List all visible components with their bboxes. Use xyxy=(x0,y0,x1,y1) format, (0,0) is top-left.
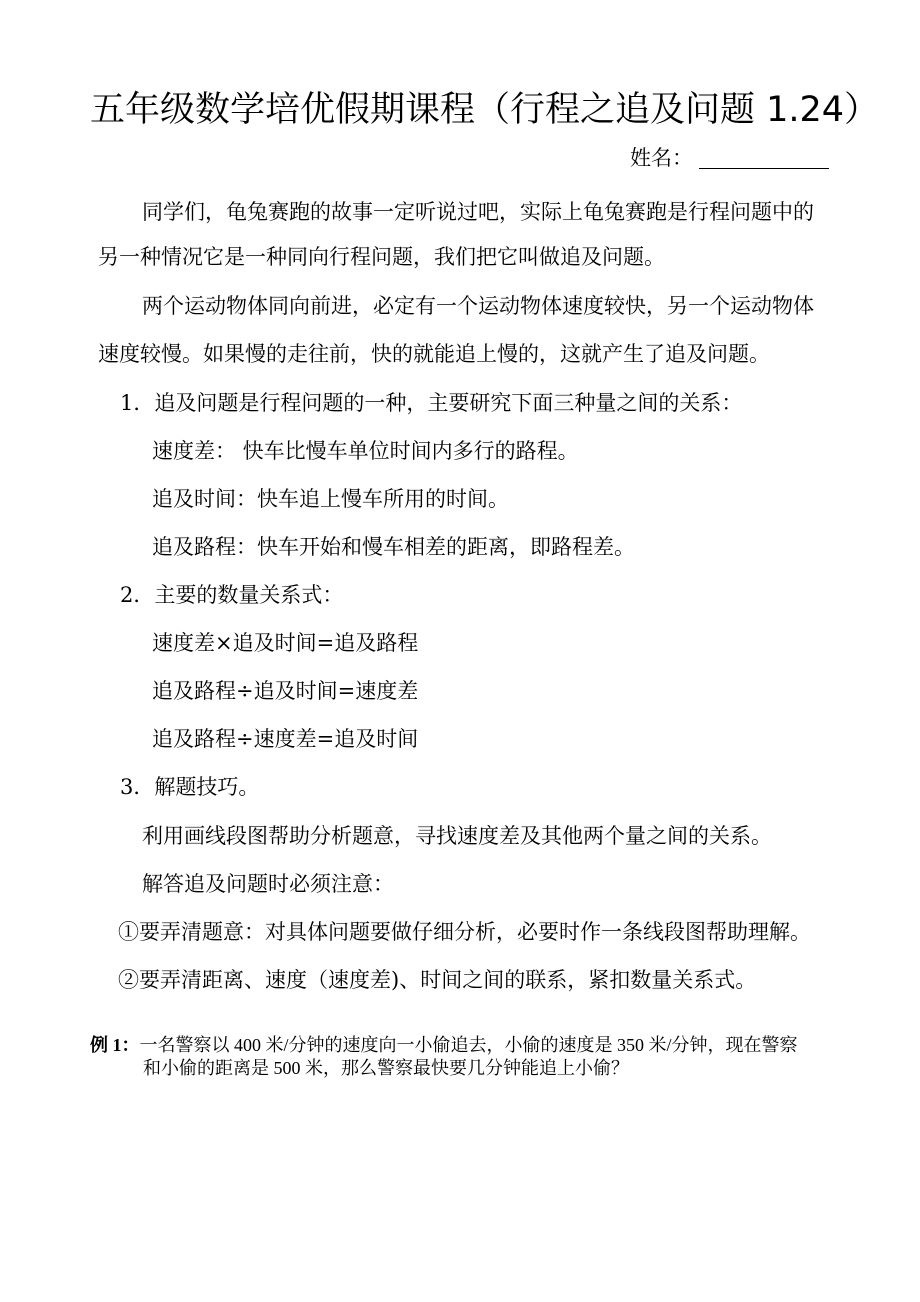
intro-paragraph-1-line-1: 同学们，龟兔赛跑的故事一定听说过吧，实际上龟兔赛跑是行程问题中的 xyxy=(142,200,814,224)
example-1-line-1 xyxy=(90,1036,798,1054)
example-1-label: 例 1： xyxy=(90,1035,140,1055)
name-blank-line[interactable] xyxy=(699,148,829,169)
section-3-line-1: 利用画线段图帮助分析题意，寻找速度差及其他两个量之间的关系。 xyxy=(142,824,772,848)
section-1-item: 追及时间：快车追上慢车所用的时间。 xyxy=(152,487,509,511)
example-1-line-2: 和小偷的距离是 500 米，那么警察最快要几分钟能追上小偷？ xyxy=(143,1058,629,1078)
section-1-item: 速度差： 快车比慢车单位时间内多行的路程。 xyxy=(152,439,579,463)
section-2-heading: 2．主要的数量关系式： xyxy=(120,583,344,607)
intro-paragraph-1-line-2: 另一种情况它是一种同向行程问题，我们把它叫做追及问题。 xyxy=(98,245,665,269)
intro-paragraph-2-line-1: 两个运动物体同向前进，必定有一个运动物体速度较快，另一个运动物体 xyxy=(142,294,814,318)
section-3-heading: 3．解题技巧。 xyxy=(120,775,260,799)
section-1-heading: 1．追及问题是行程问题的一种，主要研究下面三种量之间的关系： xyxy=(120,391,743,415)
name-field xyxy=(630,148,829,169)
section-3-note-2: ②要弄清距离、速度（速度差)、时间之间的联系，紧扣数量关系式。 xyxy=(118,968,757,992)
name-label: 姓名： xyxy=(630,146,693,170)
section-2-formula: 追及路程÷速度差=追及时间 xyxy=(152,727,419,751)
section-3-note-1: ①要弄清题意：对具体问题要做仔细分析，必要时作一条线段图帮助理解。 xyxy=(118,920,811,944)
section-2-formula: 速度差×追及时间=追及路程 xyxy=(152,631,419,655)
section-3-line-2: 解答追及问题时必须注意： xyxy=(142,872,394,896)
page-title: 五年级数学培优假期课程（行程之追及问题 1.24） xyxy=(90,90,880,130)
example-1-text-line-1: 一名警察以 400 米/分钟的速度向一小偷追去，小偷的速度是 350 米/分钟，现在警察 xyxy=(139,1035,798,1055)
intro-paragraph-2-line-2: 速度较慢。如果慢的走往前，快的就能追上慢的，这就产生了追及问题。 xyxy=(98,342,770,366)
section-1-item: 追及路程：快车开始和慢车相差的距离，即路程差。 xyxy=(152,535,635,559)
section-2-formula: 追及路程÷追及时间=速度差 xyxy=(152,679,419,703)
